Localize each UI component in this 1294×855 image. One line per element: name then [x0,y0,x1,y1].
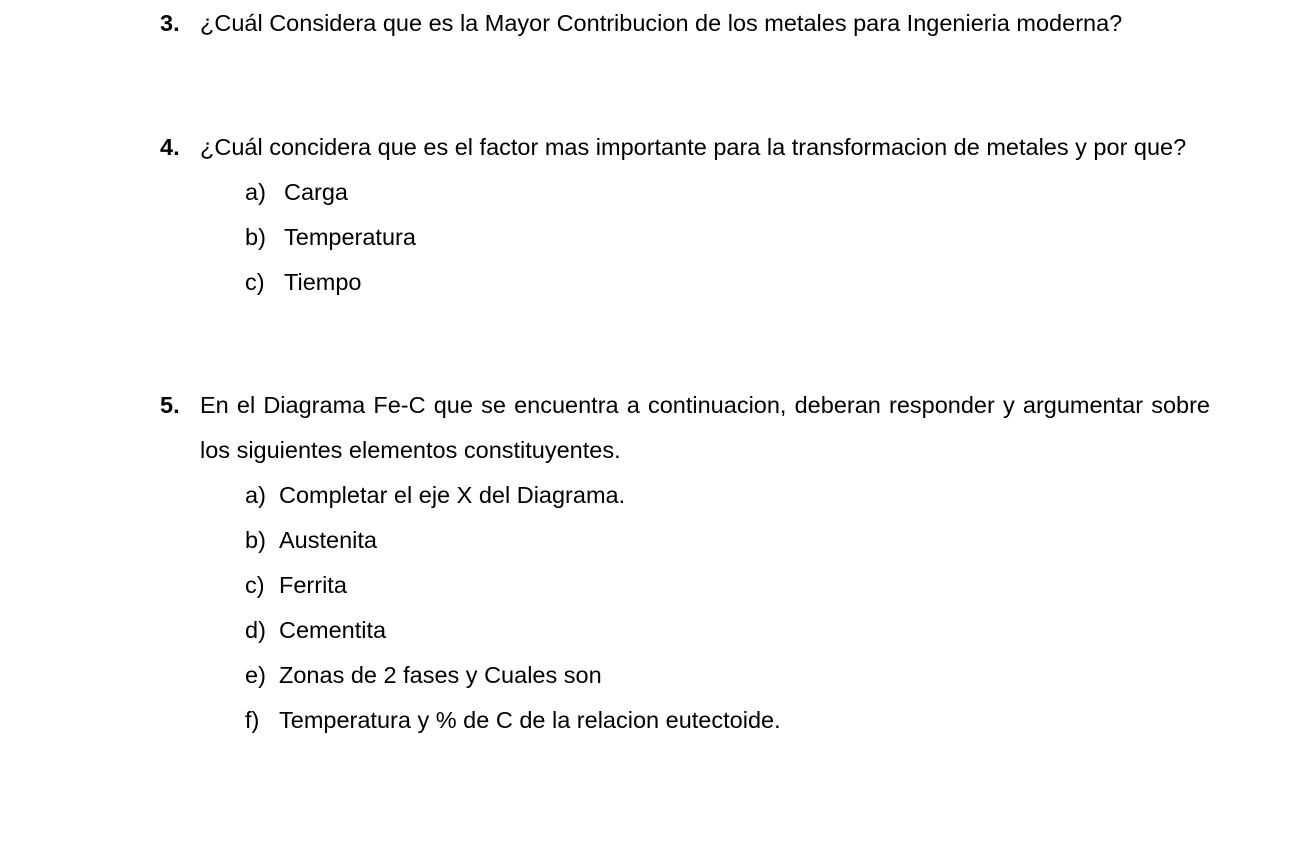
option-list [245,170,1210,305]
question-4 [160,125,1210,305]
option-item [245,518,1210,563]
option-item [245,608,1210,653]
option-text: Carga [284,179,349,205]
option-item [245,215,1210,260]
option-letter: b) [245,527,266,553]
question-text: ¿Cuál Considera que es la Mayor Contribucion de los metales para Ingenieria moderna? [200,10,1123,36]
option-letter: c) [245,269,265,295]
option-letter: b) [245,224,266,250]
option-text: Cementita [279,617,387,643]
option-item [245,698,1210,743]
option-item [245,473,1210,518]
option-text: Temperatura [284,224,416,250]
option-letter: a) [245,179,266,205]
option-letter: e) [245,662,266,688]
option-text: Ferrita [279,572,347,598]
question-3 [160,1,1210,46]
option-item [245,653,1210,698]
option-list [245,473,1210,743]
option-text: Zonas de 2 fases y Cuales son [279,662,602,688]
option-text: Tiempo [284,269,362,295]
option-item [245,170,1210,215]
option-letter: d) [245,617,266,643]
question-number: 4. [160,134,180,160]
option-text: Austenita [279,527,377,553]
option-item [245,260,1210,305]
option-letter: a) [245,482,266,508]
option-item [245,563,1210,608]
question-5 [160,383,1210,743]
option-text: Completar el eje X del Diagrama. [279,482,626,508]
option-letter: f) [245,707,260,733]
question-text: ¿Cuál concidera que es el factor mas importante para la transformacion de metales y por que? [200,134,1187,160]
question-number: 5. [160,392,180,418]
question-text: En el Diagrama Fe-C que se encuentra a continuacion, deberan responder y argumentar sobre los siguientes elementos constituyentes. [200,392,1210,463]
question-number: 3. [160,10,180,36]
option-letter: c) [245,572,265,598]
option-text: Temperatura y % de C de la relacion eutectoide. [279,707,781,733]
